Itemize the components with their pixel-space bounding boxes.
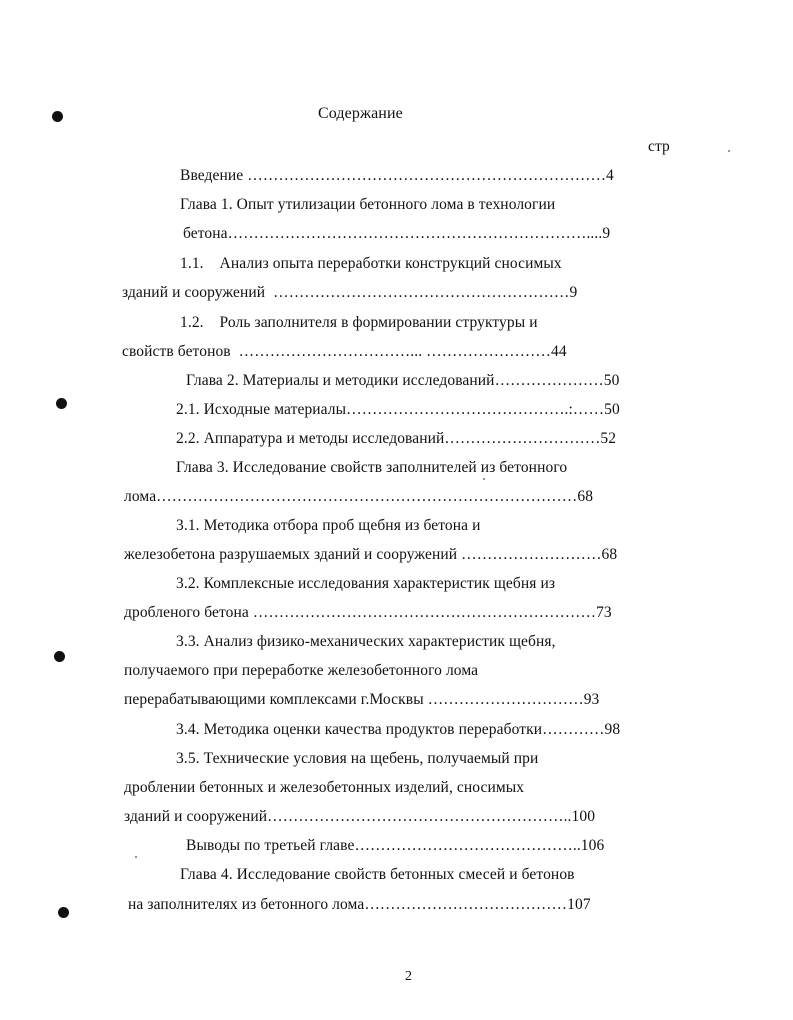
punch-hole-mark	[54, 651, 65, 662]
toc-line: дроблении бетонных и железобетонных изделий, сносимых	[124, 779, 525, 796]
toc-line: перерабатывающими комплексами г.Москвы …………………………93	[124, 691, 600, 708]
toc-line: 3.2. Комплексные исследования характеристик щебня из	[176, 575, 556, 592]
toc-line: 3.5. Технические условия на щебень, получаемый при	[176, 750, 539, 767]
scan-speck	[728, 150, 730, 152]
toc-line: 2.1. Исходные материалы…………………………………….:……50	[176, 401, 620, 418]
toc-line: лома………………………………………………………………………68	[124, 488, 594, 505]
toc-line: 1.2. Роль заполнителя в формировании структуры и	[180, 314, 538, 331]
toc-line: Глава 4. Исследование свойств бетонных смесей и бетонов	[180, 866, 575, 883]
toc-line: 3.4. Методика оценки качества продуктов переработки…………98	[176, 721, 621, 738]
toc-line: 1.1. Анализ опыта переработки конструкций сносимых	[180, 255, 562, 272]
toc-line: 3.1. Методика отбора проб щебня из бетона и	[176, 517, 481, 534]
toc-line: свойств бетонов ……………………………... ……………………44	[122, 343, 567, 360]
page-number: 2	[405, 969, 413, 984]
page-title: Содержание	[318, 105, 403, 122]
toc-line: зданий и сооружений…………………………………………………..100	[124, 808, 596, 825]
toc-line: Глава 1. Опыт утилизации бетонного лома в технологии	[180, 196, 556, 213]
toc-line: зданий и сооружений …………………………………………………9	[122, 284, 578, 301]
toc-line: 3.3. Анализ физико-механических характеристик щебня,	[176, 633, 556, 650]
toc-line: железобетона разрушаемых зданий и сооружений ………………………68	[124, 546, 618, 563]
toc-line: получаемого при переработке железобетонного лома	[124, 662, 479, 679]
scan-speck	[135, 856, 137, 858]
punch-hole-mark	[56, 398, 67, 409]
toc-line: Выводы по третьей главе……………………………………..106	[186, 837, 605, 854]
page-column-header: стр	[648, 138, 670, 155]
toc-line: Глава 2. Материалы и методики исследований…………………50	[186, 372, 620, 389]
toc-line: 2.2. Аппаратура и методы исследований…………………………52	[176, 430, 617, 447]
scan-speck	[483, 478, 485, 480]
punch-hole-mark	[58, 907, 69, 918]
toc-line: Глава 3. Исследование свойств заполнителей из бетонного	[176, 459, 568, 476]
toc-line: Введение ……………………………………………………………4	[180, 167, 614, 184]
punch-hole-mark	[52, 111, 63, 122]
toc-line: бетона……………………………………………………………....9	[183, 225, 611, 242]
toc-line: на заполнителях из бетонного лома…………………………………107	[128, 896, 591, 913]
toc-line: дробленого бетона …………………………………………………………73	[124, 604, 612, 621]
